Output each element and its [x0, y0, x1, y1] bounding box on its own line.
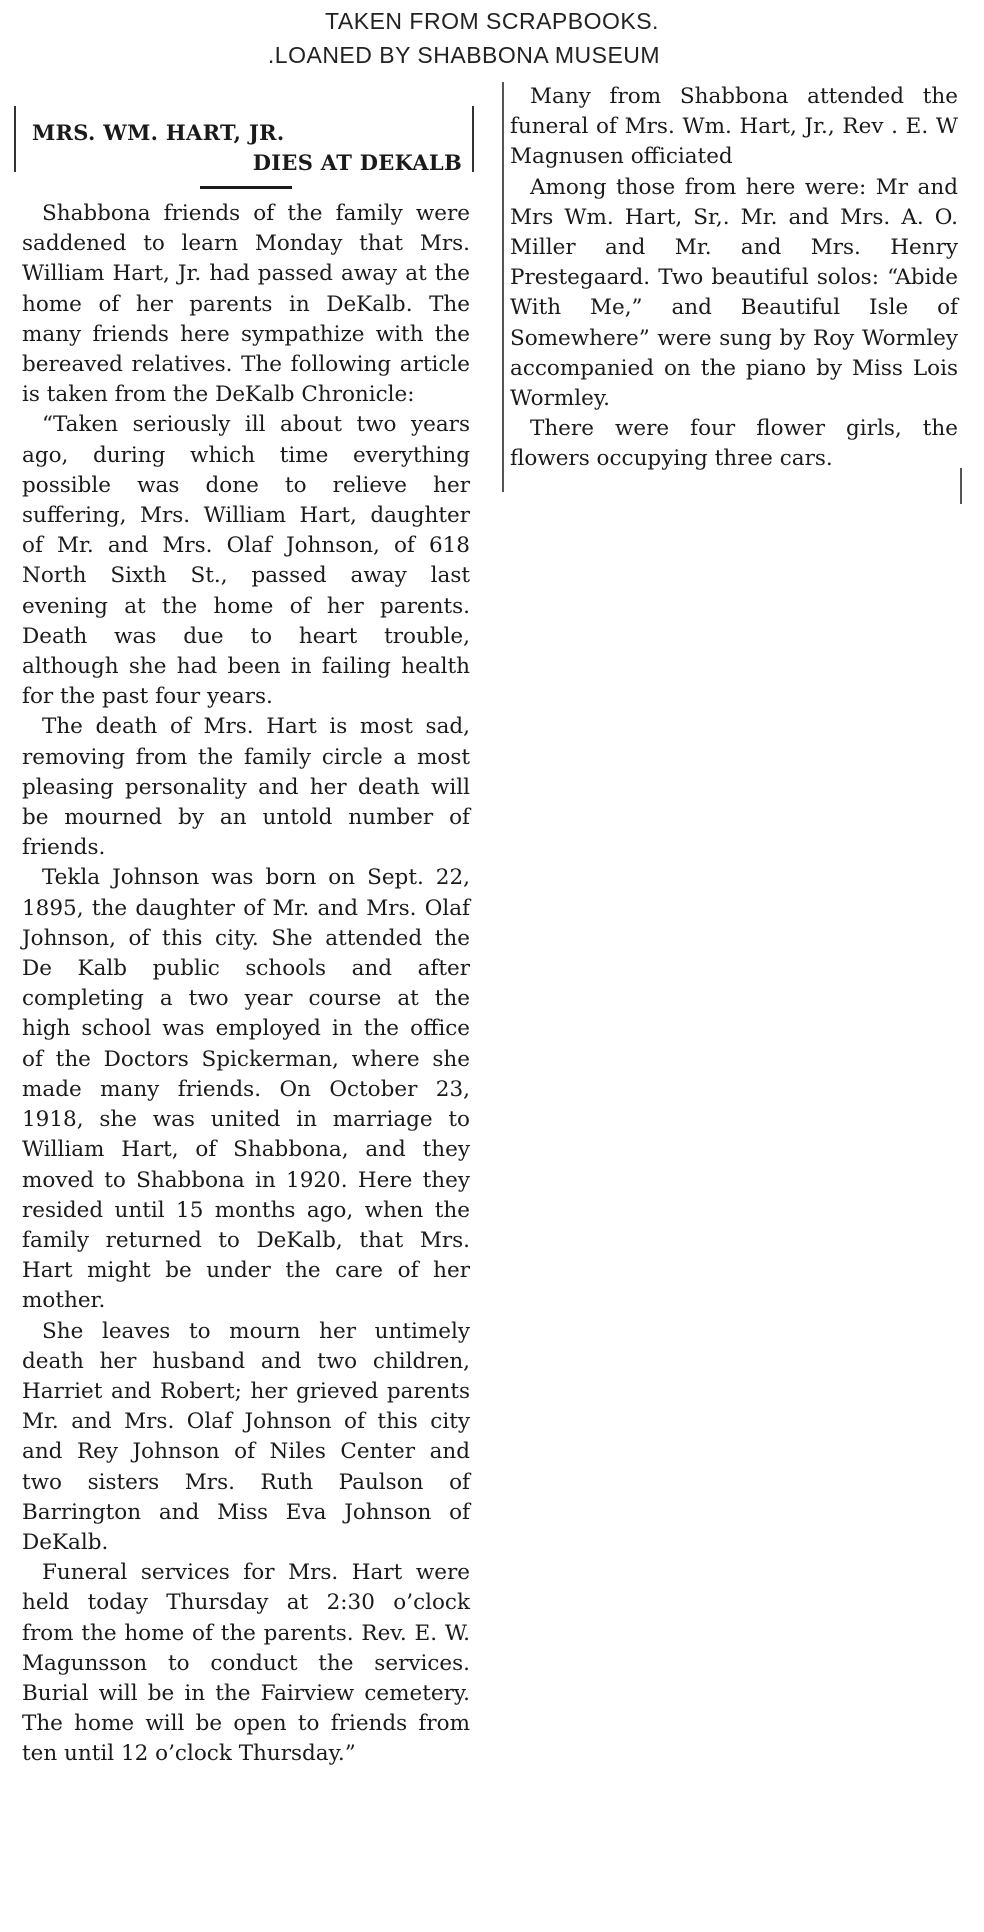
paragraph-biography: Tekla Johnson was born on Sept. 22, 1895, the daughter of Mr. and Mrs. Olaf Johnson, of this city. She attended the De Kalb public schools and after completing a two year course at the high school was employed in the office of the Doctors Spickerman, where she made many friends. On October 23, 1918, she was united in marriage to William Hart, of Shabbona, and they moved to Shabbona in 1920. Here they resided until 15 months ago, when the family returned to DeKalb, that Mrs. Hart might be under the care of her mother.	[22, 865, 470, 1314]
paragraph-chronicle-quote: “Taken seriously ill about two years ago, during which time everything possible was done to relieve her suffering, Mrs. William Hart, daughter of Mr. and Mrs. Olaf Johnson, of 618 North Sixth St., passed away last evening at the home of her parents. Death was due to heart trouble, although she had been in failing health for the past four years.	[22, 412, 470, 710]
clipping-edge-left	[14, 106, 16, 172]
paragraph-survivors: She leaves to mourn her untimely death her husband and two children, Harriet and Robert; her grieved parents Mr. and Mrs. Olaf Johnson of this city and Rey Johnson of Niles Center and two sisters Mrs. Ruth Paulson of Barrington and Miss Eva Johnson of DeKalb.	[22, 1318, 470, 1555]
scrapbook-caption	[0, 4, 984, 72]
paragraph-attended-funeral: Many from Shabbona attended the funeral of Mrs. Wm. Hart, Jr., Rev . E. W Magnusen officiated	[510, 84, 958, 170]
paragraph-intro: Shabbona friends of the family were saddened to learn Monday that Mrs. William Hart, Jr. had passed away at the home of her parents in DeKalb. The many friends here sympathize with the bereaved relatives. The following article is taken from the DeKalb Chronicle:	[22, 201, 470, 408]
article-left-column	[22, 118, 470, 1770]
paragraph-mourning: The death of Mrs. Hart is most sad, removing from the family circle a most pleasing personality and her death will be mourned by an untold number of friends.	[22, 714, 470, 861]
caption-line-1: TAKEN FROM SCRAPBOOKS.	[325, 8, 659, 34]
article-right-column	[510, 82, 958, 475]
headline-line-1: MRS. WM. HART, JR.	[32, 120, 285, 145]
clipping-edge-right	[472, 106, 474, 172]
paragraph-funeral-services: Funeral services for Mrs. Hart were held today Thursday at 2:30 o’clock from the home of the parents. Rev. E. W. Magunsson to conduct the services. Burial will be in the Fairview cemetery. The home will be open to friends from ten until 12 o’clock Thursday.”	[22, 1560, 470, 1767]
column-divider	[502, 82, 504, 492]
article-headline	[22, 118, 470, 178]
caption-line-2: .LOANED BY SHABBONA MUSEUM	[267, 42, 661, 68]
headline-rule	[200, 186, 292, 189]
headline-line-2: DIES AT DEKALB	[252, 150, 462, 175]
clipping-edge-bottom-right	[960, 468, 962, 504]
paragraph-attendees: Among those from here were: Mr and Mrs Wm. Hart, Sr,. Mr. and Mrs. A. O. Miller and Mr. and Mrs. Henry Prestegaard. Two beautiful solos: “Abide With Me,” and Beautiful Isle of Somewhere” were sung by Roy Wormley accompanied on the piano by Miss Lois Wormley.	[510, 174, 958, 412]
paragraph-flower-girls: There were four flower girls, the flowers occupying three cars.	[510, 416, 958, 472]
